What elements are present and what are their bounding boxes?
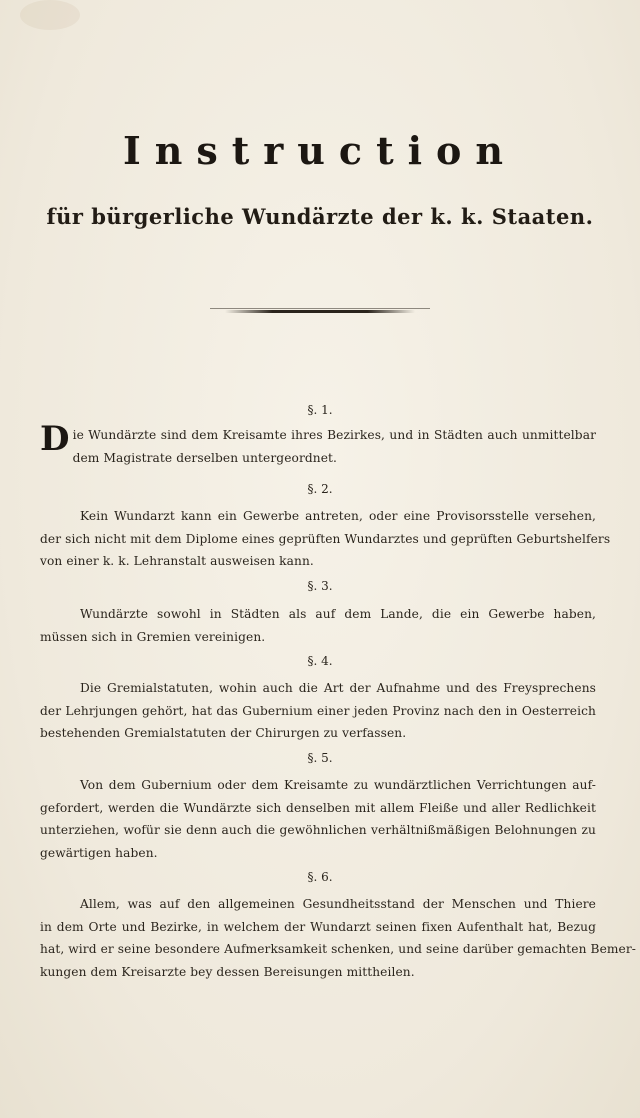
document-title: Instruction [122, 128, 518, 173]
paragraph-line: müssen sich in Gremien vereinigen. [40, 629, 266, 644]
paragraph-line: in dem Orte und Bezirke, in welchem der Wundarzt seinen fixen Aufenthalt hat, Bezug [40, 919, 596, 934]
section-paragraph [40, 893, 637, 983]
section-paragraph [40, 419, 596, 469]
paragraph-line: ie Wundärzte sind dem Kreisamte ihres Bezirkes, und in Städten auch unmittelbar [72, 428, 596, 442]
section-number: §. 2. [307, 482, 333, 496]
paragraph-line: Von dem Gubernium oder dem Kreisamte zu wundärztlichen Verrichtungen auf- [80, 778, 596, 792]
paragraph-line: hat, wird er seine besondere Aufmerksamkeit schenken, und seine darüber gemachten Bemer- [40, 942, 637, 956]
paragraph-line: der sich nicht mit dem Diplome eines geprüften Wundarztes und geprüften Geburtshelfers [40, 531, 611, 546]
paragraph-line: dem Magistrate derselben untergeordnet. [72, 450, 338, 465]
paragraph-line: von einer k. k. Lehranstalt ausweisen kann. [40, 554, 314, 568]
paragraph-line: unterziehen, wofür sie denn auch die gewöhnlichen verhältnißmäßigen Belohnungen zu [40, 823, 596, 837]
paragraph-line: gefordert, werden die Wundärzte sich denselben mit allem Fleiße und aller Redlichkeit [40, 800, 596, 815]
paper-stain [20, 0, 80, 30]
divider-rule [225, 310, 415, 313]
section-paragraph [40, 774, 596, 864]
section-number: §. 1. [307, 403, 333, 417]
paragraph-line: Die Gremialstatuten, wohin auch die Art der Aufnahme und des Freysprechens [80, 681, 596, 695]
section-number: §. 4. [307, 654, 333, 668]
divider-thin [210, 308, 430, 309]
paragraph-line: kungen dem Kreisarzte bey dessen Bereisungen mittheilen. [40, 964, 415, 979]
section-paragraph [40, 603, 596, 648]
section-number: §. 3. [307, 579, 333, 593]
document-subtitle: für bürgerliche Wundärzte der k. k. Staaten. [46, 204, 594, 229]
paragraph-line: Allem, was auf den allgemeinen Gesundheitsstand der Menschen und Thiere [80, 897, 596, 911]
section-number: §. 5. [307, 751, 333, 765]
drop-cap: D [40, 419, 70, 459]
section-paragraph [40, 505, 611, 573]
paragraph-line: Wundärzte sowohl in Städten als auf dem Lande, die ein Gewerbe haben, [80, 607, 596, 621]
paragraph-line: der Lehrjungen gehört, hat das Gubernium einer jeden Provinz nach den in Oesterreich [40, 703, 596, 718]
section-paragraph [40, 677, 596, 745]
paragraph-line: Kein Wundarzt kann ein Gewerbe antreten, oder eine Provisorsstelle versehen, [80, 509, 596, 523]
section-number: §. 6. [307, 870, 333, 884]
paragraph-line: bestehenden Gremialstatuten der Chirurgen zu verfassen. [40, 726, 407, 740]
paragraph-line: gewärtigen haben. [40, 845, 158, 860]
